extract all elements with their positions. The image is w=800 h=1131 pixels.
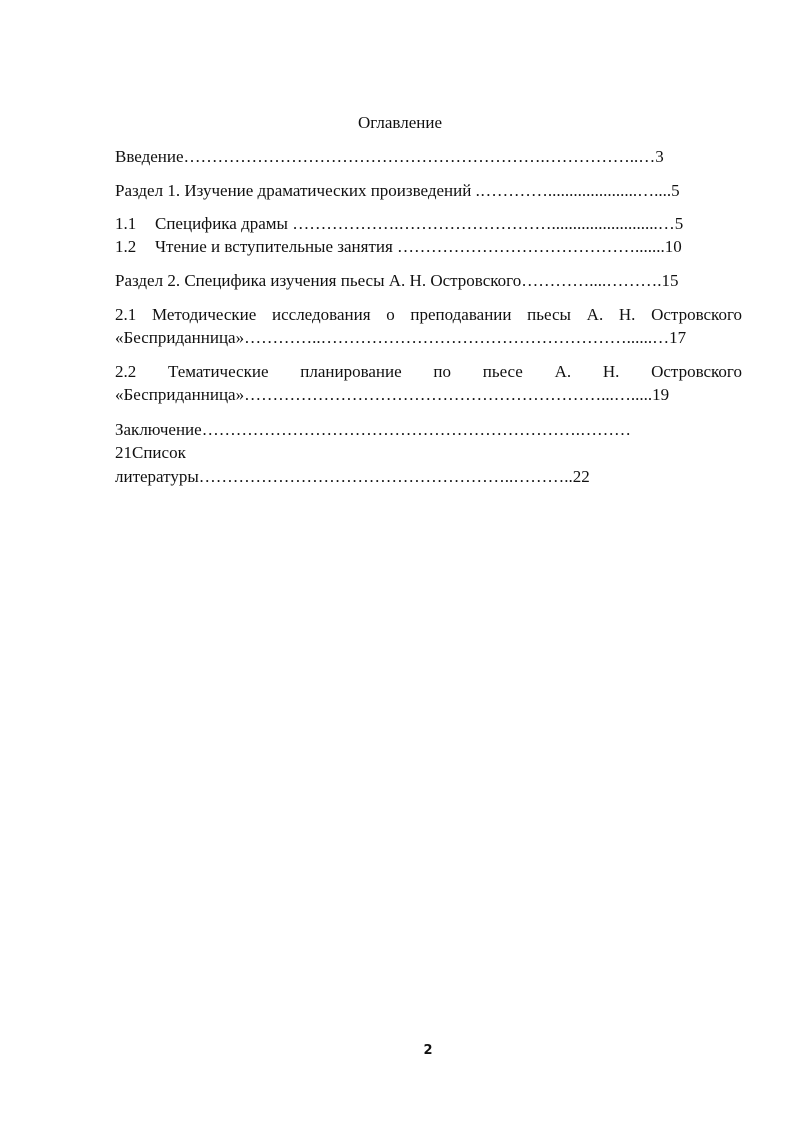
page-number: 2 <box>423 1043 433 1058</box>
toc-entry-1-2-number: 1.2 <box>115 237 137 256</box>
toc-entry-1-1 <box>115 213 683 235</box>
toc-entry-1-2-text: Чтение и вступительные занятия …………………………………….......10 <box>155 237 682 256</box>
toc-entry-1-2 <box>115 236 682 258</box>
toc-title: Оглавление <box>358 113 442 132</box>
toc-entry-section-1: Раздел 1. Изучение драматических произведений .………….....................…....5 <box>115 181 680 200</box>
toc-entry-literature: литературы………………………………………………..………..22 <box>115 467 590 486</box>
toc-entry-2-2-line-1: 2.2 Тематические планирование по пьесе А. Н. Островского <box>115 362 742 381</box>
toc-entry-section-2: Раздел 2. Специфика изучения пьесы А. Н. Островского…………....……….15 <box>115 271 679 290</box>
toc-entry-2-2-line-2: «Бесприданница»………………………………………………………...….....19 <box>115 385 670 404</box>
toc-entry-conclusion-page: 21Список <box>115 443 186 462</box>
toc-entry-2-1-line-2: «Бесприданница»…………..………………………………………………......…17 <box>115 328 687 347</box>
toc-entry-1-1-text: Специфика драмы ……………….……………………….........................…5 <box>155 214 684 233</box>
toc-entry-intro: Введение……………………………………………………….……………..…3 <box>115 147 664 166</box>
toc-entry-conclusion: Заключение………………………………………………………….……… <box>115 420 631 439</box>
toc-entry-1-1-number: 1.1 <box>115 214 137 233</box>
toc-entry-2-1-line-1: 2.1 Методические исследования о преподавании пьесы А. Н. Островского <box>115 305 742 324</box>
